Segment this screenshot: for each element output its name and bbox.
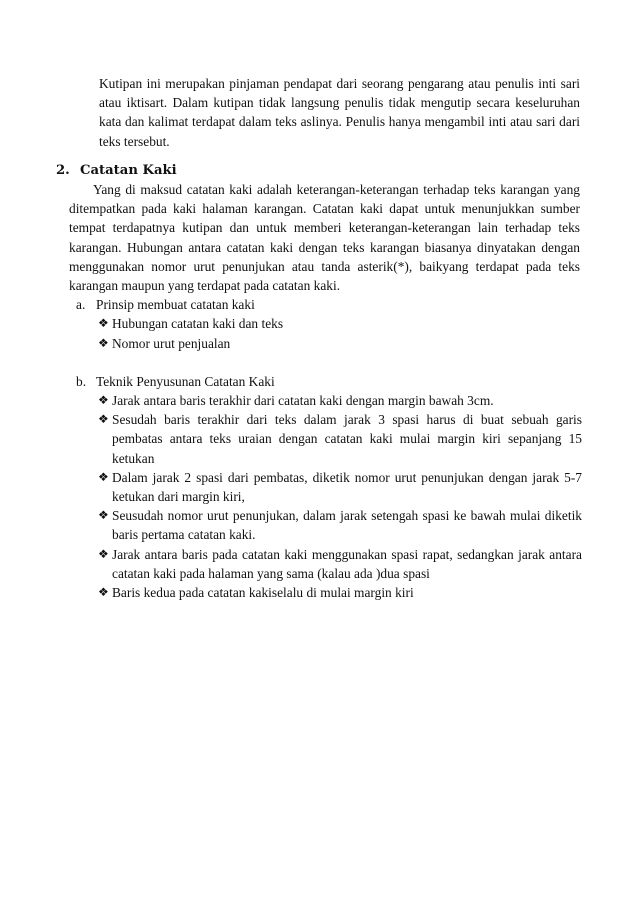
section-heading	[56, 161, 582, 180]
list-item	[98, 583, 582, 602]
subsection-a-list	[76, 314, 582, 352]
list-item-text: Seusudah nomor urut penunjukan, dalam jarak setengah spasi ke bawah mulai diketik baris pertama catatan kaki.	[112, 508, 582, 543]
subsection-b	[76, 372, 582, 602]
subsection-a-marker: a.	[76, 297, 86, 313]
list-item-text: Sesudah baris terakhir dari teks dalam jarak 3 spasi harus di buat sebuah garis pembatas antara teks uraian dengan catatan kaki mulai margin kiri sepanjang 15 ketukan	[112, 412, 582, 466]
diamond-bullet-icon: ❖	[98, 546, 109, 561]
diamond-bullet-icon: ❖	[98, 316, 109, 331]
diamond-bullet-icon: ❖	[98, 508, 109, 523]
diamond-bullet-icon: ❖	[98, 412, 109, 427]
list-item-text: Nomor urut penjualan	[112, 335, 231, 351]
subsection-b-heading	[76, 372, 582, 391]
section-number: 2.	[56, 163, 70, 178]
subsection-b-title: Teknik Penyusunan Catatan Kaki	[96, 373, 275, 389]
list-item	[98, 314, 582, 333]
list-item-text: Jarak antara baris pada catatan kaki menggunakan spasi rapat, sedangkan jarak antara catatan kaki pada halaman yang sama (kalau ada )dua spasi	[112, 546, 582, 581]
quote-paragraph: Kutipan ini merupakan pinjaman pendapat dari seorang pengarang atau penulis inti sari atau iktisart. Dalam kutipan tidak langsung penulis tidak mengutip secara keseluruhan kata dan kalimat terdapat dalam teks aslinya. Penulis hanya mengambil inti atau sari dari teks tersebut.	[99, 76, 580, 149]
diamond-bullet-icon: ❖	[98, 469, 109, 484]
list-item	[98, 506, 582, 544]
subsection-a-heading	[76, 295, 582, 314]
list-item	[98, 468, 582, 506]
diamond-bullet-icon: ❖	[98, 335, 109, 350]
list-item	[98, 391, 582, 410]
list-item	[98, 545, 582, 583]
list-item	[98, 410, 582, 468]
subsection-b-list	[76, 391, 582, 602]
diamond-bullet-icon: ❖	[98, 393, 109, 408]
section-catatan-kaki	[56, 161, 582, 602]
subsection-a	[76, 295, 582, 353]
diamond-bullet-icon: ❖	[98, 585, 109, 600]
list-item	[98, 334, 582, 353]
subsection-b-marker: b.	[76, 373, 87, 389]
subsection-a-title: Prinsip membuat catatan kaki	[96, 297, 255, 313]
section-title: Catatan Kaki	[80, 163, 177, 178]
list-item-text: Baris kedua pada catatan kakiselalu di mulai margin kiri	[112, 585, 414, 601]
list-item-text: Jarak antara baris terakhir dari catatan kaki dengan margin bawah 3cm.	[112, 393, 494, 409]
list-item-text: Hubungan catatan kaki dan teks	[112, 316, 284, 332]
spacer	[56, 353, 582, 372]
section-paragraph: Yang di maksud catatan kaki adalah keterangan-keterangan terhadap teks karangan yang ditempatkan pada kaki halaman karangan. Catatan kaki dapat untuk menunjukkan sumber tempat terdapatnya kutipan dan untuk memberi keterangan-keterangan lain terhadap teks karangan. Hubungan antara catatan kaki dengan teks karangan biasanya dinyatakan dengan menggunakan nomor urut penunjukan atau tanda asterik(*), baikyang terdapat pada teks karangan maupun yang terdapat pada catatan kaki.	[69, 182, 580, 294]
list-item-text: Dalam jarak 2 spasi dari pembatas, diketik nomor urut penunjukan dengan jarak 5-7 ketukan dari margin kiri,	[112, 469, 582, 505]
